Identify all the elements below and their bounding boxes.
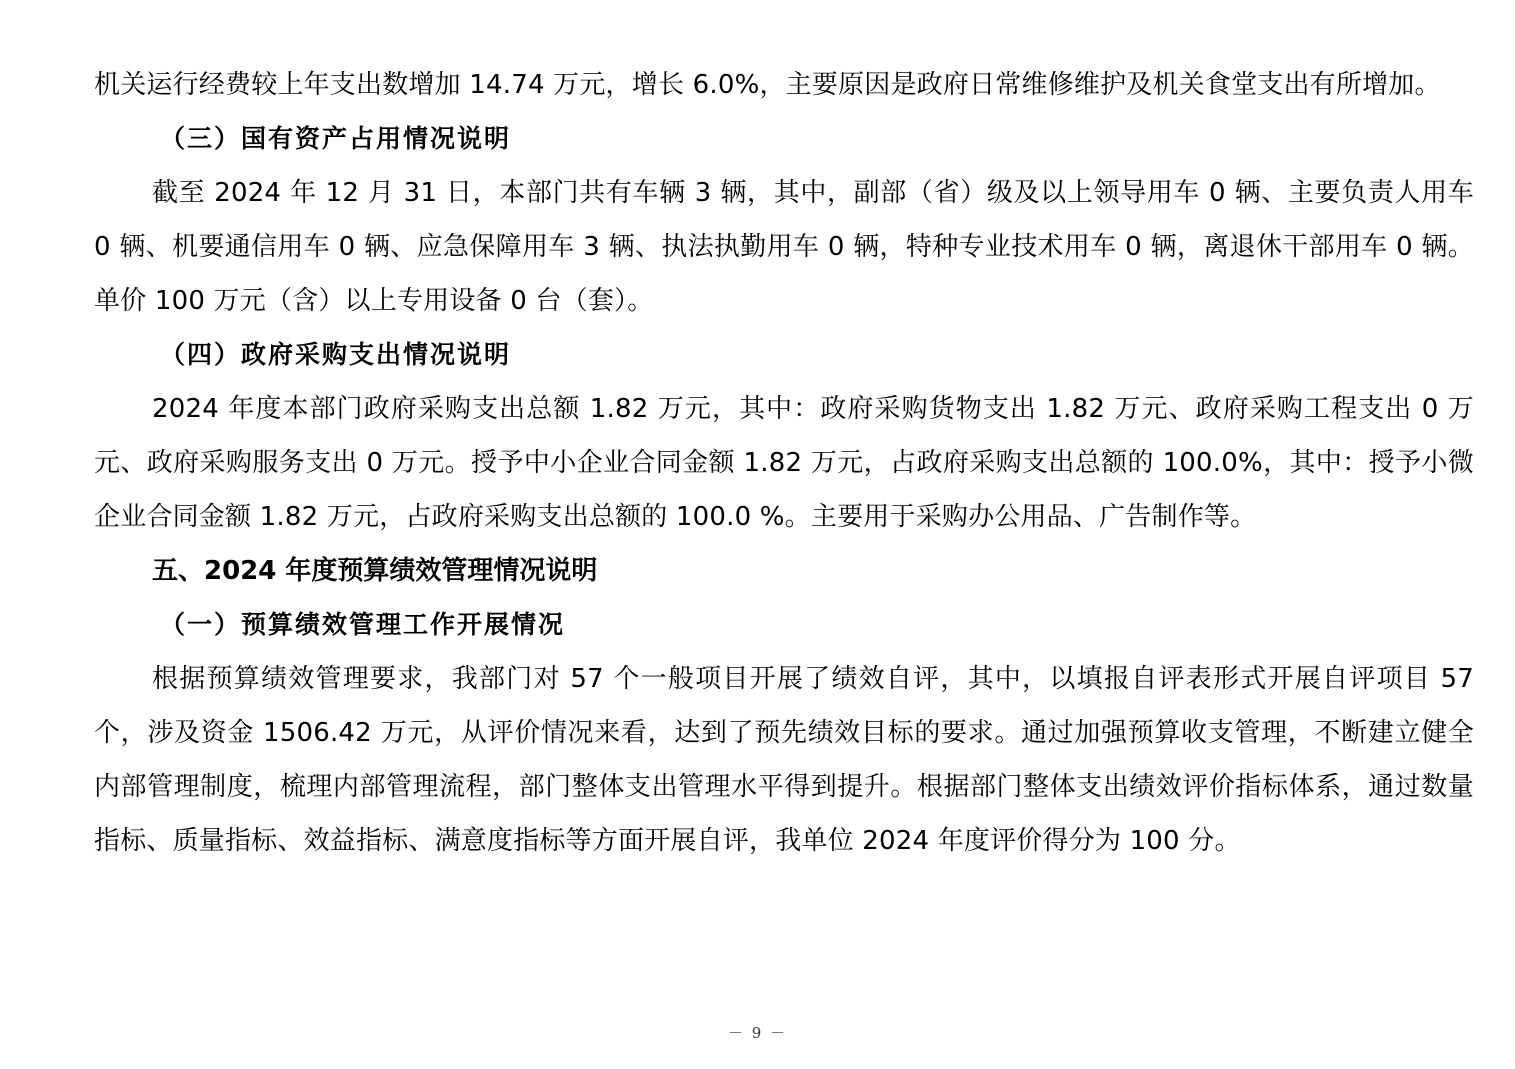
paragraph-government-procurement: 2024 年度本部门政府采购支出总额 1.82 万元，其中：政府采购货物支出 1.82 万元、政府采购工程支出 0 万元、政府采购服务支出 0 万元。授予中小企业合同金额 1.82 万元，占政府采购支出总额的 100.0%，其中：授予小微企业合同金额 1.82 万元，占政府采购支出总额的 100.0 %。主要用于采购办公用品、广告制作等。: [94, 394, 1474, 532]
paragraph-state-assets: 截至 2024 年 12 月 31 日，本部门共有车辆 3 辆，其中，副部（省）级及以上领导用车 0 辆、主要负责人用车 0 辆、机要通信用车 0 辆、应急保障用车 3 辆、执法执勤用车 0 辆，特种专业技术用车 0 辆，离退休干部用车 0 辆。单价 100 万元（含）以上专用设备 0 台（套）。: [94, 178, 1474, 316]
subheading-performance-management: （一）预算绩效管理工作开展情况: [160, 610, 566, 639]
page-number: － 9 －: [727, 1024, 788, 1042]
subheading-government-procurement: （四）政府采购支出情况说明: [160, 340, 512, 369]
paragraph-operating-expenses: 机关运行经费较上年支出数增加 14.74 万元，增长 6.0%，主要原因是政府日常维修维护及机关食堂支出有所增加。: [94, 70, 1441, 100]
subheading-state-assets: （三）国有资产占用情况说明: [160, 124, 512, 153]
paragraph-performance-management: 根据预算绩效管理要求，我部门对 57 个一般项目开展了绩效自评，其中，以填报自评表形式开展自评项目 57 个，涉及资金 1506.42 万元，从评价情况来看，达到了预先绩效目标的要求。通过加强预算收支管理，不断建立健全内部管理制度，梳理内部管理流程，部门整体支出管理水平得到提升。根据部门整体支出绩效评价指标体系，通过数量指标、质量指标、效益指标、满意度指标等方面开展自评，我单位 2024 年度评价得分为 100 分。: [94, 664, 1474, 856]
document-body: [94, 58, 1474, 868]
heading-section-five: 五、2024 年度预算绩效管理情况说明: [152, 556, 598, 586]
